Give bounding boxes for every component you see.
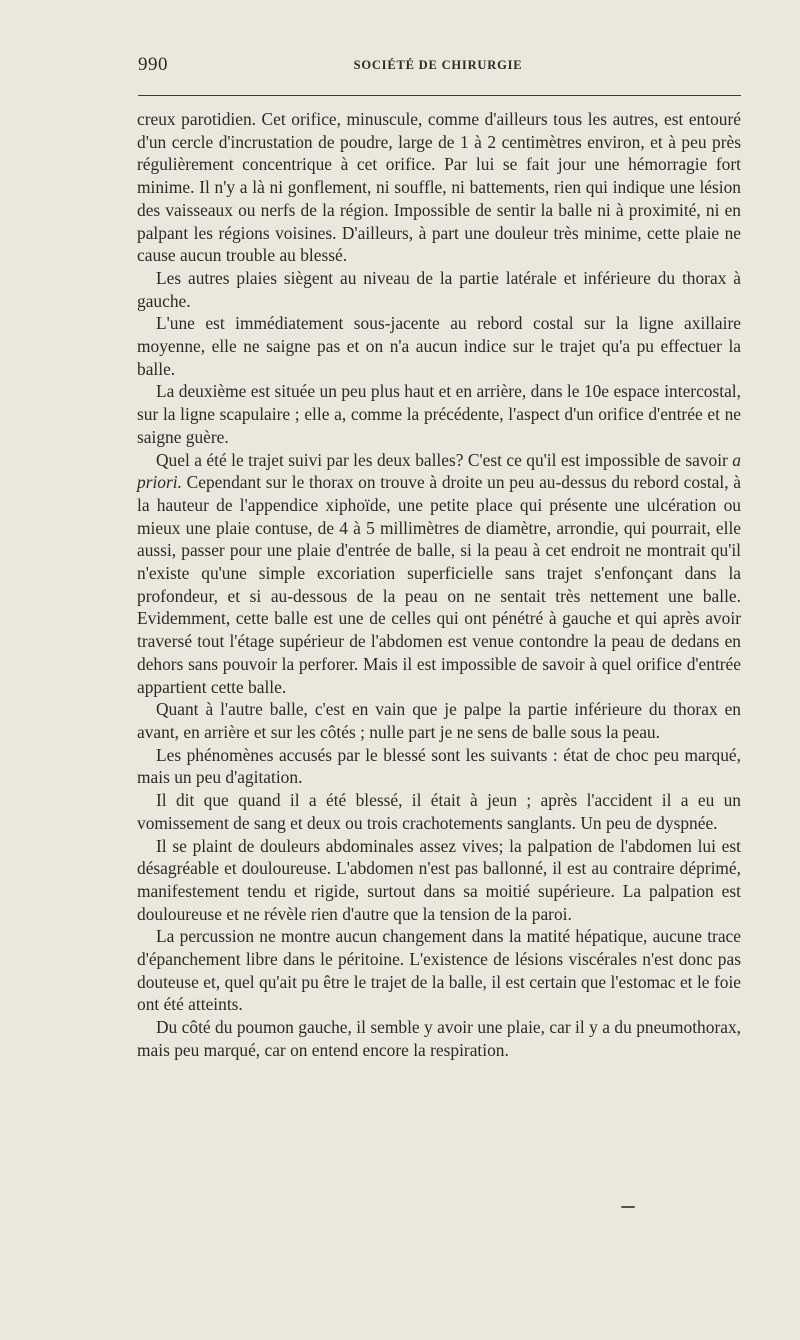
paragraph [137, 449, 741, 699]
page-header [136, 52, 740, 82]
italic-phrase: a priori. [137, 449, 741, 493]
paragraph: La deuxième est située un peu plus haut et en arrière, dans le 10e espace intercostal, sur la ligne scapulaire ; elle a, comme la précédente, l'aspect d'un orifice d'entrée et ne saigne guère. [137, 381, 741, 447]
running-title: SOCIÉTÉ DE CHIRURGIE [353, 58, 523, 72]
paragraph: L'une est immédiatement sous-jacente au rebord costal sur la ligne axillaire moyenne, elle ne saigne pas et on n'a aucun indice sur le trajet qu'a pu effectuer la balle. [137, 313, 741, 379]
paragraph: Quant à l'autre balle, c'est en vain que je palpe la partie inférieure du thorax en avant, en arrière et sur les côtés ; nulle part je ne sens de balle sous la peau. [137, 699, 741, 742]
paragraph-text: Quel a été le trajet suivi par les deux balles? C'est ce qu'il est impossible de savoir [156, 449, 728, 470]
paragraph: Du côté du poumon gauche, il semble y avoir une plaie, car il y a du pneumothorax, mais peu marqué, car on entend encore la respiration. [137, 1017, 741, 1060]
paragraph-text: Cependant sur le thorax on trouve à droite un peu au-dessus du rebord costal, à la hauteur de l'appendice xiphoïde, une petite place qui présente une ulcération ou mieux une plaie contuse, de 4 à 5 millimètres de diamètre, arrondie, qui pourrait, elle aussi, passer pour une plaie d'entrée de balle, si la peau à cet endroit ne montrait qu'il n'existe qu'une simple excoriation superficielle sans trajet s'enfonçant dans la profondeur, et si au-dessous de la peau on ne sentait très nettement une balle. Evidemment, cette balle est une de celles qui ont pénétré à gauche et qui après avoir traversé tout l'étage supérieur de l'abdomen est venue contondre la peau de dedans en dehors sans pouvoir la perforer. Mais il est impossible de savoir à quel orifice d'entrée appartient cette balle. [137, 472, 741, 697]
ink-mark [621, 1206, 635, 1208]
paragraph: Les phénomènes accusés par le blessé sont les suivants : état de choc peu marqué, mais un peu d'agitation. [137, 744, 741, 788]
paragraph: Il se plaint de douleurs abdominales assez vives; la palpation de l'abdomen lui est désagréable et douloureuse. L'abdomen n'est pas ballonné, il est au contraire déprimé, manifestement tendu et rigide, surtout dans sa moitié supérieure. La palpation est douloureuse et ne révèle rien d'autre que la tension de la paroi. [137, 835, 741, 924]
header-rule [138, 95, 741, 96]
paragraph: La percussion ne montre aucun changement dans la matité hépatique, aucune trace d'épanchement libre dans le péritoine. L'existence de lésions viscérales n'est donc pas douteuse et, quel qu'ait pu être le trajet de la balle, il est certain que l'estomac et le foie ont été atteints. [137, 926, 741, 1015]
paragraph: creux parotidien. Cet orifice, minuscule, comme d'ailleurs tous les autres, est entouré d'un cercle d'incrustation de poudre, large de 1 à 2 centimètres environ, et à peu près régulièrement concentrique à cet orifice. Par lui se fait jour une hémorragie fort minime. Il n'y a là ni gonflement, ni souffle, ni battements, rien qui indique une lésion des vaisseaux ou nerfs de la région. Impossible de sentir la balle ni à proximité, ni en palpant les régions voisines. D'ailleurs, à part une douleur très minime, cette plaie ne cause aucun trouble au blessé. [137, 109, 741, 266]
body-text [137, 108, 741, 1062]
paragraph: Il dit que quand il a été blessé, il était à jeun ; après l'accident il a eu un vomissement de sang et deux ou trois crachotements sanglants. Un peu de dyspnée. [137, 790, 741, 833]
page-number: 990 [138, 54, 168, 75]
paragraph: Les autres plaies siègent au niveau de la partie latérale et inférieure du thorax à gauche. [137, 267, 741, 311]
